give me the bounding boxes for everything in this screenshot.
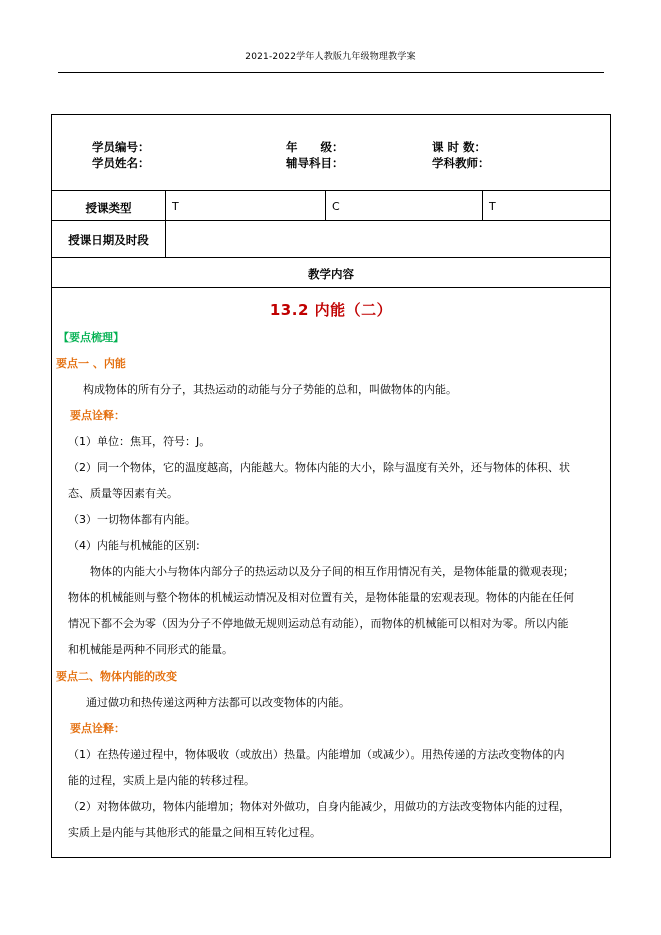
teacher-label: 学科教师： xyxy=(432,156,490,170)
lesson-plan-table xyxy=(51,114,611,858)
p1-paragraph-line3: 情况下都不会为零（因为分子不停地做无规则运动总有动能），而物体的机械能可以相对为零。所以内能 xyxy=(68,617,569,630)
lesson-title: 13.2 内能（二） xyxy=(269,301,393,319)
point2-definition: 通过做功和热传递这两种方法都可以改变物体的内能。 xyxy=(86,696,350,709)
column-divider xyxy=(482,190,483,220)
p1-paragraph-line1: 物体的内能大小与物体内部分子的热运动以及分子间的相互作用情况有关，是物体能量的微观表现； xyxy=(90,565,574,578)
lesson-type-t1: T xyxy=(172,200,179,213)
lesson-count-label: 课 时 数： xyxy=(432,140,487,154)
lesson-type-c: C xyxy=(332,200,340,213)
p1-item2-line1: （2）同一个物体，它的温度越高，内能越大。物体内能的大小，除与温度有关外，还与物体的体积、状 xyxy=(68,461,570,474)
section-tag: 【要点梳理】 xyxy=(58,331,124,344)
p2-item1-line1: （1）在热传递过程中，物体吸收（或放出）热量。内能增加（或减少）。用热传递的方法改变物体的内 xyxy=(68,748,565,761)
p1-item3: （3）一切物体都有内能。 xyxy=(68,513,196,526)
grade-label: 年 级： xyxy=(286,140,344,154)
table-divider xyxy=(52,220,610,221)
p1-item1: （1）单位：焦耳，符号：J。 xyxy=(68,435,211,448)
table-divider xyxy=(52,257,610,258)
point1-definition: 构成物体的所有分子，其热运动的动能与分子势能的总和，叫做物体的内能。 xyxy=(83,383,457,396)
p1-item4: （4）内能与机械能的区别: xyxy=(68,539,200,552)
student-name-label: 学员姓名： xyxy=(92,156,150,170)
column-divider xyxy=(165,190,166,257)
lesson-type-t2: T xyxy=(489,200,496,213)
table-divider xyxy=(52,190,610,191)
point1-explain-label: 要点诠释： xyxy=(70,409,125,422)
point2-explain-label: 要点诠释： xyxy=(70,722,125,735)
column-divider xyxy=(325,190,326,220)
document-header-title: 2021-2022学年人教版九年级物理教学案 xyxy=(245,52,416,62)
p2-item1-line2: 能的过程，实质上是内能的转移过程。 xyxy=(68,774,255,787)
lesson-date-label: 授课日期及时段 xyxy=(68,233,149,247)
p2-item2-line2: 实质上是内能与其他形式的能量之间相互转化过程。 xyxy=(68,826,321,839)
p1-item2-line2: 态、质量等因素有关。 xyxy=(68,487,178,500)
teaching-content-heading: 教学内容 xyxy=(308,267,354,281)
header-divider xyxy=(58,72,604,73)
p1-paragraph-line4: 和机械能是两种不同形式的能量。 xyxy=(68,643,233,656)
point1-title: 要点一 、内能 xyxy=(56,357,126,370)
p1-paragraph-line2: 物体的机械能则与整个物体的机械运动情况及相对位置有关，是物体能量的宏观表现。物体的内能在任何 xyxy=(68,591,574,604)
point2-title: 要点二、物体内能的改变 xyxy=(56,670,177,683)
lesson-type-label: 授课类型 xyxy=(85,201,132,215)
subject-label: 辅导科目： xyxy=(286,156,344,170)
table-divider xyxy=(52,287,610,288)
student-id-label: 学员编号： xyxy=(92,140,150,154)
p2-item2-line1: （2）对物体做功，物体内能增加；物体对外做功，自身内能减少，用做功的方法改变物体内能的过程， xyxy=(68,800,570,813)
